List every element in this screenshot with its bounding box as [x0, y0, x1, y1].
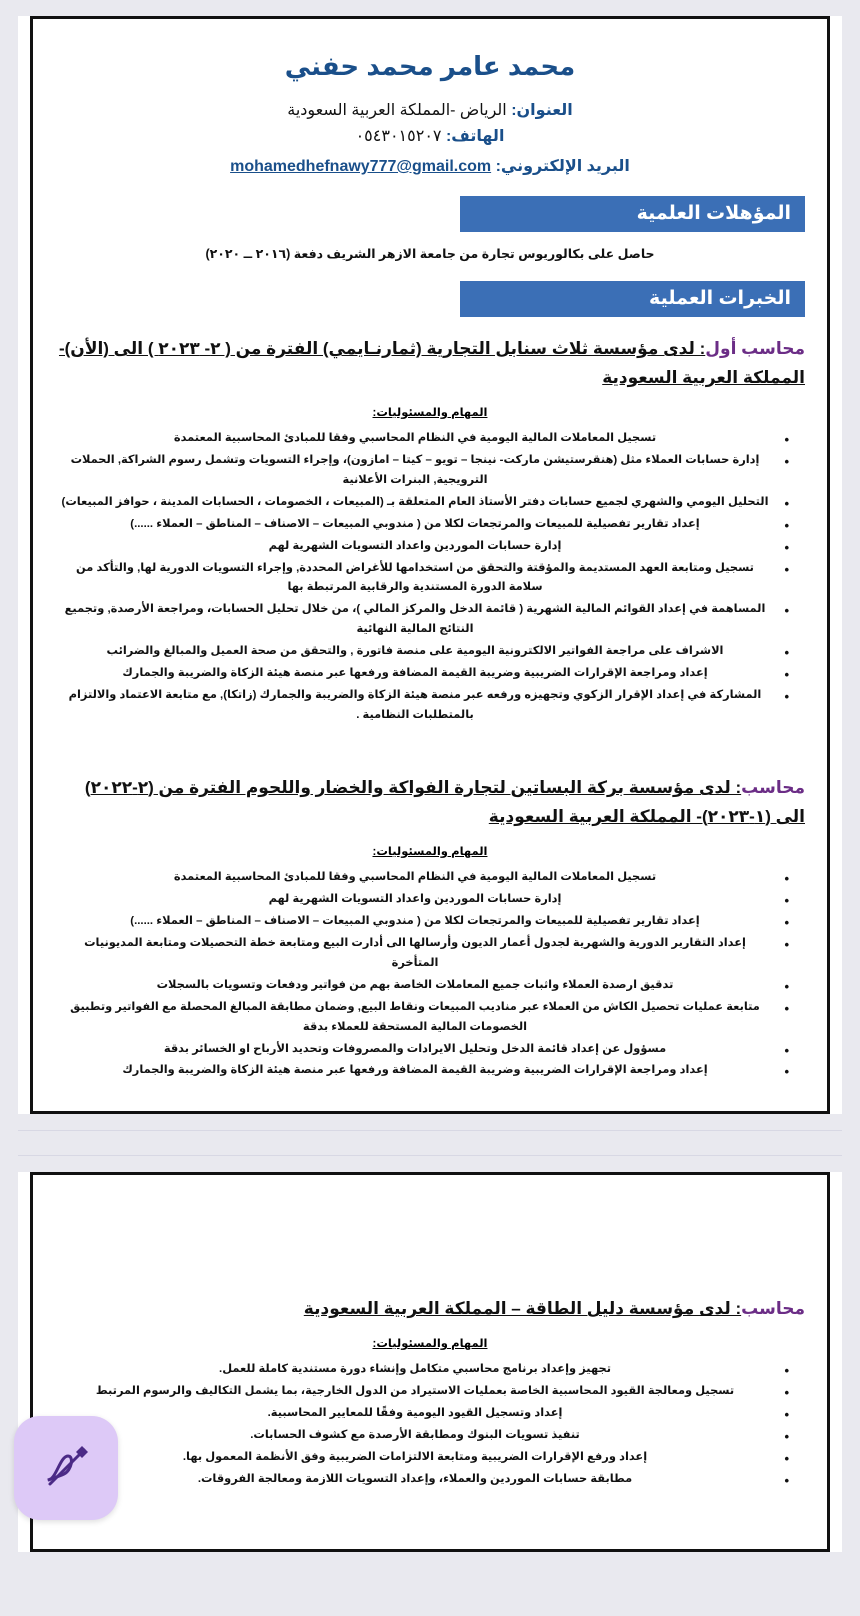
page-1-content	[30, 16, 830, 1114]
page-separator	[18, 1130, 842, 1156]
edit-signature-icon[interactable]	[14, 1416, 118, 1520]
education-entry: حاصل على بكالوريوس تجارة من جامعة الازهر الشريف دفعة (٢٠١٦ ــ ٢٠٢٠)	[205, 247, 655, 261]
job-title-1	[55, 335, 805, 393]
list-item: • مطابقة حسابات الموردين والعملاء، وإعداد التسويات اللازمة ومعالجة الفروقات.	[61, 1470, 771, 1490]
page-title: محمد عامر محمد حفني	[284, 51, 576, 81]
list-item: • إدارة حسابات الموردين واعداد التسويات الشهرية لهم	[61, 537, 771, 557]
job-role-1: محاسب أول	[705, 339, 805, 358]
list-item: • تدقيق ارصدة العملاء واثبات جميع المعاملات الخاصة بهم من فواتير ودفعات وتسويات بالسجلات	[61, 976, 771, 996]
list-item: • تسجيل المعاملات المالية اليومية في النظام المحاسبي وفقا للمبادئ المحاسبية المعتمدة	[61, 868, 771, 888]
list-item: • المساهمة في إعداد القوائم المالية الشهرية ( قائمة الدخل والمركز المالي )، من خلال تحليل الحسابات، ومراجعة الأرصدة, وتجميع النتائج المالية النهائية	[61, 600, 771, 640]
job-title-2	[55, 774, 805, 832]
job-role-3: محاسب	[741, 1299, 805, 1319]
list-item: • الاشراف على مراجعة الفواتير الالكترونية اليومية على منصة فاتورة , والتحقق من صحة العميل والمبالغ والضرائب	[61, 642, 771, 662]
list-item: • تسجيل ومتابعة العهد المستديمة والمؤقتة والتحقق من استخدامها للأغراض المحددة, وإجراء التسويات الدورية لها, والتأكد من سلامة الدورة المستندية والرقابية المرتبطة بها	[61, 559, 771, 599]
list-item: • إعداد وتسجيل القيود اليومية وفقًا للمعايير المحاسبية.	[61, 1404, 771, 1424]
responsibilities-label-2: المهام والمسئوليات:	[372, 845, 488, 858]
list-item: • تسجيل ومعالجة القيود المحاسبية الخاصة بعمليات الاستيراد من الدول الخارجية، بما يشمل التكاليف والرسوم المرتبط	[61, 1382, 771, 1402]
list-item: • إعداد ومراجعة الإقرارات الضريبية وضريبة القيمة المضافة ورفعها عبر منصة هيئة الزكاة والضريبة والجمارك	[61, 664, 771, 684]
responsibilities-list-2	[55, 868, 805, 1082]
contact-email-label: البريد الإلكتروني:	[495, 158, 630, 175]
contact-address-value: الرياض -المملكة العربية السعودية	[287, 102, 507, 119]
contact-address-label: العنوان:	[511, 102, 573, 119]
job-details-2: : لدى مؤسسة بركة البساتين لتجارة الفواكة والخضار واللحوم الفترة من (٢-٢٠٢٢) الى (١-٢٠٢٣)- المملكة العربية السعودية	[84, 778, 805, 827]
list-item: • إعداد التقارير الدورية والشهرية لجدول أعمار الديون وأرسالها الى أدارت البيع ومتابعة خطة التحصيلات ومتابعة المديونيات المتأخرة	[61, 934, 771, 974]
list-item: • مسؤول عن إعداد قائمة الدخل وتحليل الايرادات والمصروفات وتحديد الأرباح او الخسائر بدقة	[61, 1040, 771, 1060]
section-header-experience: الخبرات العملية	[460, 281, 805, 317]
responsibilities-list-3	[55, 1360, 805, 1490]
list-item: • إعداد ورفع الإقرارات الضريبية ومتابعة الالتزامات الضريبية وفق الأنظمة المعمول بها.	[61, 1448, 771, 1468]
list-item: • تنفيذ تسويات البنوك ومطابقة الأرصدة مع كشوف الحسابات.	[61, 1426, 771, 1446]
contact-email	[55, 156, 805, 176]
list-item: • إدارة حسابات العملاء مثل (هنقرستيشن ماركت- نينجا – تويو – كيتا – امازون)، وإجراء التسويات وتشمل رسوم الشراكة, الحملات الترويجية, البنرات الأعلانية	[61, 451, 771, 491]
list-item: • إعداد تقارير تفصيلية للمبيعات والمرتجعات لكلا من ( مندوبي المبيعات – الاصناف – المناطق – العملاء ......)	[61, 515, 771, 535]
list-item: • متابعة عمليات تحصيل الكاش من العملاء عبر مناديب المبيعات ونقاط البيع, وضمان مطابقة المبالغ المحصلة مع الفواتير وتطبيق الخصومات المالية المستحقة للعملاء بدقة	[61, 998, 771, 1038]
list-item: • تسجيل المعاملات المالية اليومية في النظام المحاسبي وفقا للمبادئ المحاسبية المعتمدة	[61, 429, 771, 449]
job-details-3: : لدى مؤسسة دليل الطاقة – المملكة العربية السعودية	[303, 1299, 742, 1319]
list-item: • إعداد ومراجعة الإقرارات الضريبية وضريبة القيمة المضافة ورفعها عبر منصة هيئة الزكاة والضريبة والجمارك	[61, 1061, 771, 1081]
job-role-2: محاسب	[741, 778, 805, 798]
email-link[interactable]: mohamedhefnawy777@gmail.com	[230, 158, 492, 175]
document-page-1	[18, 16, 842, 1114]
section-header-education: المؤهلات العلمية	[460, 196, 805, 232]
responsibilities-list-1	[55, 429, 805, 726]
responsibilities-label-1: المهام والمسئوليات:	[372, 406, 488, 419]
document-viewer	[0, 16, 860, 1552]
job-title-3	[55, 1295, 805, 1324]
list-item: • إعداد تقارير تفصيلية للمبيعات والمرتجعات لكلا من ( مندوبي المبيعات – الاصناف – المناطق – العملاء ......)	[61, 912, 771, 932]
page-2-content	[30, 1172, 830, 1552]
contact-phone	[55, 126, 805, 146]
list-item: • المشاركة في إعداد الإقرار الزكوي وتجهيزه ورفعه عبر منصة هيئة الزكاة والضريبة والجمارك (زاتكا), مع متابعة الاعتماد والالتزام بالمتطلبات النظامية .	[61, 686, 771, 726]
list-item: • تجهيز وإعداد برنامج محاسبي متكامل وإنشاء دورة مستندية كاملة للعمل.	[61, 1360, 771, 1380]
contact-phone-label: الهاتف:	[445, 128, 505, 145]
list-item: • التحليل اليومي والشهري لجميع حسابات دفتر الأستاذ العام المتعلقة بـ (المبيعات ، الخصومات ، الحسابات المدينة ، حوافز المبيعات)	[61, 493, 771, 513]
contact-phone-value: ٠٥٤٣٠١٥٢٠٧	[355, 128, 442, 145]
job-details-1: : لدى مؤسسة ثلاث سنابل التجارية (ثمارنـايمي) الفترة من ( ٢- ٢٠٢٣ ) الى (الأن)- المملكة العربية السعودية	[58, 339, 805, 387]
document-page-2	[18, 1172, 842, 1552]
list-item: • إدارة حسابات الموردين واعداد التسويات الشهرية لهم	[61, 890, 771, 910]
responsibilities-label-3: المهام والمسئوليات:	[372, 1338, 488, 1351]
contact-address	[55, 100, 805, 120]
